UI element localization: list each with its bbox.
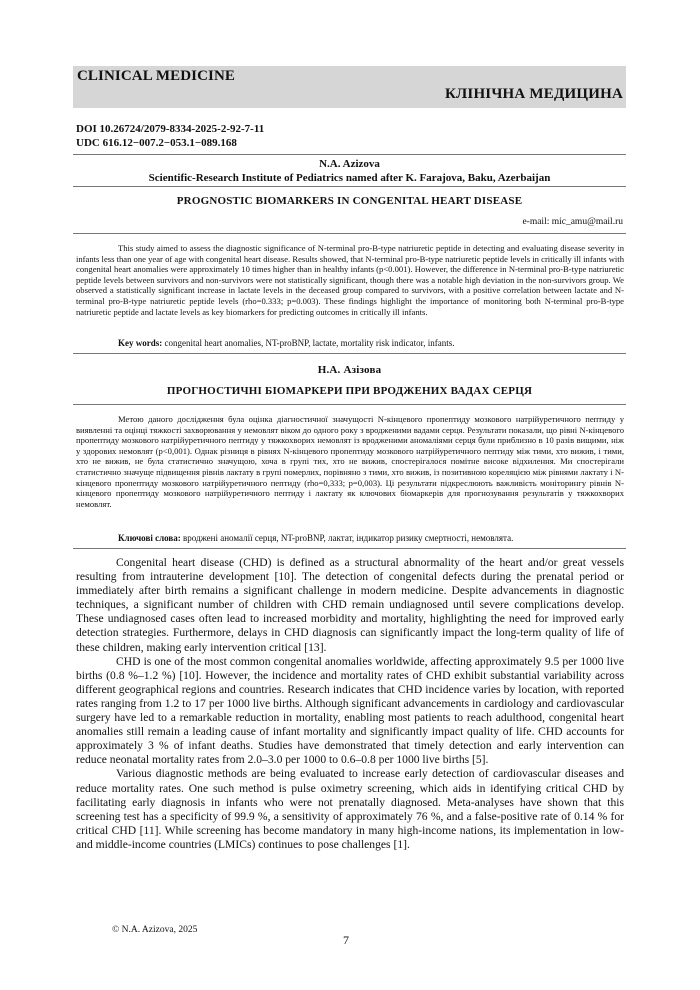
keywords-list: congenital heart anomalies, NT-proBNP, lactate, mortality risk indicator, infants. (164, 338, 455, 348)
author-ukrainian: Н.А. Азізова (317, 364, 382, 376)
divider (73, 548, 626, 549)
section-header-band (73, 66, 626, 108)
body-paragraph: Various diagnostic methods are being evaluated to increase early detection of cardiovascular diseases and reduce mortality rates. One such method is pulse oximetry screening, which aids in identifying critical CHD by facilitating early diagnosis in infants who were not prenatally diagnosed. Meta-analyses have shown that this screening test has a specificity of 99.9 %, a sensitivity of approximately 76 %, and a false-positive rate of 0.14 % for critical CHD [11]. While screening has become mandatory in many high-income nations, its implementation in low- and middle-income countries (LMICs) continues to pose challenges [1]. (76, 767, 624, 851)
body-paragraph: CHD is one of the most common congenital anomalies worldwide, affecting approximately 9.5 per 1000 live births (0.8 %–1.2 %) [10]. However, the incidence and mortality rates of CHD exhibit substantial variability across different geographical regions and countries. Research indicates that CHD incidence varies by location, with reported rates ranging from 1.2 to 17 per 1000 live births. Although significant advancements in cardiology and cardiovascular surgery have led to a remarkable reduction in mortality, enabling most patients to reach adulthood, congenital heart anomalies still remain a leading cause of infant mortality and significantly impact quality of life. CHD accounts for approximately 3 % of infant deaths. Studies have demonstrated that timely detection and early intervention can reduce neonatal mortality rates from 2.0–3.0 per 1000 to 0.6–0.8 per 1000 live births [5]. (76, 654, 624, 767)
keywords-ukrainian (76, 533, 624, 544)
author-english: N.A. Azizova (319, 158, 380, 170)
abstract-english: This study aimed to assess the diagnostic significance of N-terminal pro-B-type natriuretic peptide in detecting and evaluating disease severity in infants less than one year of age with congenital heart disease. Results showed, that N-terminal pro-B-type natriuretic peptide levels in critically ill infants with congenital heart anomalies were approximately 10 times higher than in healthy infants (p<0.001). However, the difference in N-terminal pro-B-type natriuretic peptide levels between survivors and non-survivors were not statistically significant, though there was a notable high deviation in the non-survivors group. We observed a statistically significant increase in lactate levels in the deceased group compared to survivors, with a positive correlation between lactate and N-terminal pro-B-type natriuretic peptide levels (rho=0.333; p=0.003). These findings highlight the importance of monitoring both N-terminal pro-B-type natriuretic peptide and lactate levels as key biomarkers for predicting outcomes in critically ill infants. (76, 243, 624, 317)
author-email: e-mail: mic_amu@mail.ru (522, 217, 623, 227)
abstract-ukrainian: Метою даного дослідження була оцінка діагностичної значущості N-кінцевого пропептиду мозкового натрійуретичного пептиду у виявленні та оцінці тяжкості захворювання у немовлят віком до одного року з вродженими вадами серця. Результати показали, що рівні N-кінцевого пропептиду мозкового натрійуретичного пептиду у тяжкохворих немовлят із вродженими аномаліями серця були приблизно в 10 разів вищими, ніж у здорових немовлят (p<0,001). Однак різниця в рівнях N-кінцевого пропептиду мозкового натрійуретичного пептиду між тими, хто вижив, і тими, хто не вижив, не була статистично значущою, хоча в групі тих, хто не вижив, спостерігалося помітне високе відхилення. Ми спостерігали статистично значуще підвищення рівнів лактату в групі померлих, порівняно з тими, хто вижив, із позитивною кореляцією між рівнями лактату і N-кінцевого пропептиду мозкового натрійуретичного пептиду (rho=0,333; p=0,003). Ці результати підкреслюють важливість моніторингу рівнів N-кінцевого пропептиду мозкового натрійуретичного пептиду і лактату як ключових біомаркерів для прогнозування результатів у тяжкохворих немовлят. (76, 414, 624, 509)
section-title-ukrainian: КЛІНІЧНА МЕДИЦИНА (444, 86, 623, 102)
keywords-label: Key words: (118, 338, 163, 348)
divider (73, 404, 626, 405)
page-number: 7 (343, 933, 349, 947)
affiliation-english: Scientific-Research Institute of Pediatrics named after K. Farajova, Baku, Azerbaijan (148, 172, 551, 184)
divider (73, 233, 626, 234)
body-paragraph: Congenital heart disease (CHD) is defined as a structural abnormality of the heart and/or great vessels resulting from intrauterine development [10]. The detection of congenital defects during the prenatal period or immediately after birth remains a significant challenge in modern medicine. Despite advancements in diagnostic techniques, a significant number of children with CHD remain undiagnosed until severe complications develop. These undiagnosed cases often lead to increased morbidity and mortality, highlighting the need for improved early detection strategies. Furthermore, delays in CHD diagnosis can significantly impact the long-term quality of life of these children, making early intervention critical [13]. (76, 556, 624, 654)
divider (73, 186, 626, 187)
article-title-english: PROGNOSTIC BIOMARKERS IN CONGENITAL HEART DISEASE (176, 195, 523, 207)
article-title-ukrainian: ПРОГНОСТИЧНІ БІОМАРКЕРИ ПРИ ВРОДЖЕНИХ ВАДАХ СЕРЦЯ (166, 385, 533, 397)
copyright-notice: © N.A. Azizova, 2025 (112, 925, 198, 935)
doi: DOI 10.26724/2079-8334-2025-2-92-7-11 (76, 123, 265, 135)
keywords-list: вроджені аномалії серця, NT-proBNP, лактат, індикатор ризику смертності, немовлята. (183, 533, 514, 543)
keywords-label: Ключові слова: (118, 533, 181, 543)
article-body (76, 556, 624, 852)
udc: UDC 616.12−007.2−053.1−089.168 (76, 137, 237, 149)
divider (73, 353, 626, 354)
section-title-english: CLINICAL MEDICINE (77, 68, 235, 84)
keywords-english (76, 338, 624, 349)
divider (73, 154, 626, 155)
article-identifiers (76, 122, 264, 150)
